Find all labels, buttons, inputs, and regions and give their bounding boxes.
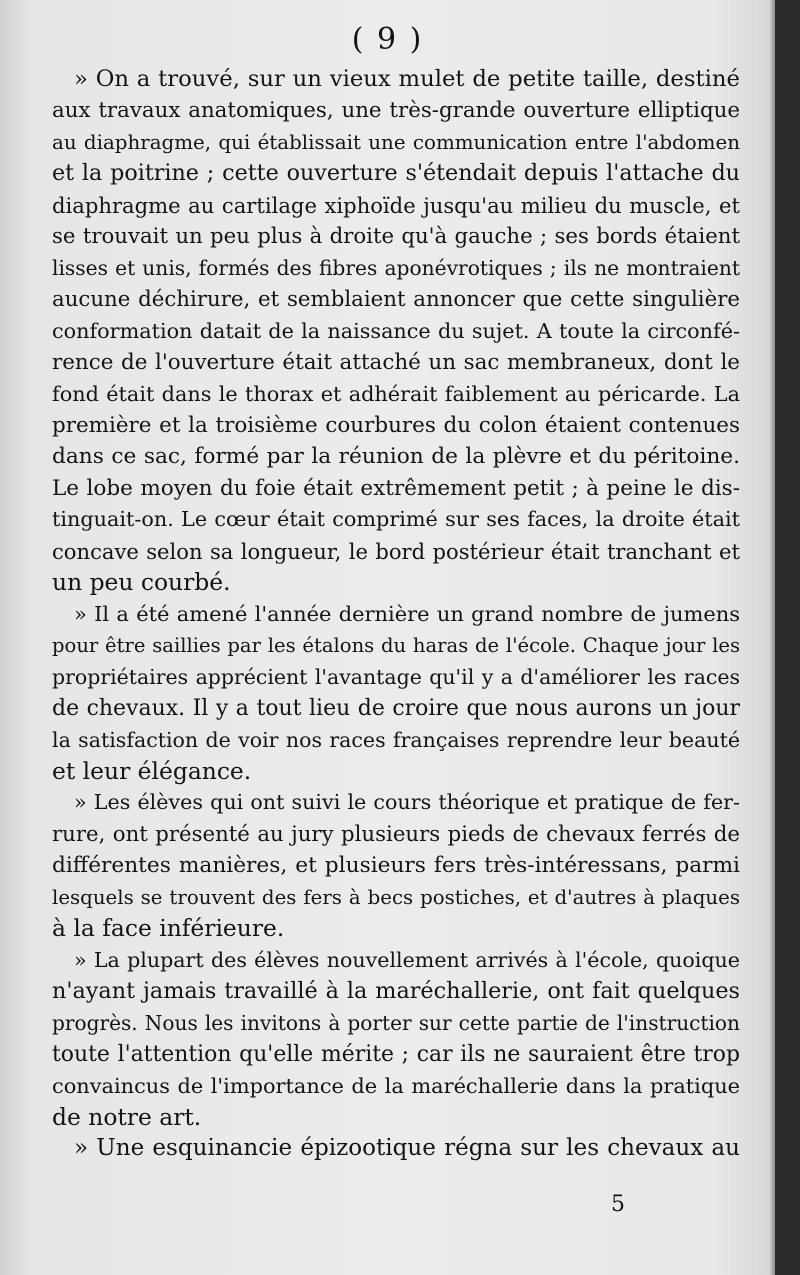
- text-line: rure, ont présenté au jury plusieurs pieds de chevaux ferrés de: [52, 821, 740, 847]
- text-line: propriétaires apprécient l'avantage qu'il y a d'améliorer les races: [52, 664, 740, 689]
- text-line: lesquels se trouvent des fers à becs postiches, et d'autres à plaques: [52, 885, 740, 909]
- text-line: fond était dans le thorax et adhérait faiblement au péricarde. La: [52, 381, 740, 406]
- text-line: convaincus de l'importance de la maréchallerie dans la pratique: [52, 1073, 740, 1098]
- text-line: rence de l'ouverture était attaché un sac membraneux, dont le: [52, 350, 740, 376]
- text-line: à la face inférieure.: [52, 914, 285, 943]
- text-line: lisses et unis, formés des fibres aponévrotiques ; ils ne montraient: [52, 255, 740, 280]
- body-text: [52, 64, 740, 1165]
- text-line: et leur élégance.: [52, 756, 252, 785]
- text-line: la satisfaction de voir nos races françaises reprendre leur beauté: [52, 727, 740, 752]
- text-line: n'ayant jamais travaillé à la maréchallerie, ont fait quelques: [52, 978, 740, 1005]
- text-line: conformation datait de la naissance du sujet. A toute la circonfé-: [52, 318, 740, 343]
- page-number: ( 9 ): [351, 22, 424, 57]
- text-line: diaphragme au cartilage xiphoïde jusqu'au milieu du muscle, et: [52, 192, 740, 218]
- text-line: » Une esquinancie épizootique régna sur les chevaux au: [74, 1135, 740, 1162]
- signature-mark: 5: [611, 1192, 625, 1217]
- text-line: tinguait-on. Le cœur était comprimé sur ses faces, la droite était: [52, 507, 740, 532]
- text-line: aucune déchirure, et semblaient annoncer que cette singulière: [52, 287, 740, 313]
- text-line: concave selon sa longueur, le bord postérieur était tranchant et: [52, 538, 740, 564]
- text-line: » La plupart des élèves nouvellement arrivés à l'école, quoique: [74, 947, 740, 972]
- text-line: toute l'attention qu'elle mérite ; car ils ne sauraient être trop: [52, 1042, 740, 1068]
- text-line: progrès. Nous les invitons à porter sur cette partie de l'instruction: [52, 1010, 740, 1035]
- text-line: et la poitrine ; cette ouverture s'étendait depuis l'attache du: [52, 160, 740, 187]
- text-line: se trouvait un peu plus à droite qu'à gauche ; ses bords étaient: [52, 224, 740, 250]
- text-line: Le lobe moyen du foie était extrêmement petit ; à peine le dis-: [52, 475, 740, 501]
- text-line: différentes manières, et plusieurs fers très-intéressans, parmi: [52, 853, 740, 879]
- text-line: un peu courbé.: [52, 568, 231, 597]
- text-line: pour être saillies par les étalons du haras de l'école. Chaque jour les: [52, 634, 740, 658]
- text-line: au diaphragme, qui établissait une communication entre l'abdomen: [52, 130, 740, 154]
- text-line: » On a trouvé, sur un vieux mulet de petite taille, destiné: [74, 66, 740, 92]
- text-line: » Il a été amené l'année dernière un grand nombre de jumens: [74, 601, 740, 626]
- text-line: première et la troisième courbures du colon étaient contenues: [52, 412, 740, 438]
- text-line: aux travaux anatomiques, une très-grande ouverture elliptique: [52, 98, 740, 124]
- text-line: de notre art.: [52, 1102, 202, 1131]
- text-line: » Les élèves qui ont suivi le cours théorique et pratique de fer-: [74, 790, 740, 815]
- text-line: dans ce sac, formé par la réunion de la plèvre et du péritoine.: [52, 444, 740, 470]
- text-line: de chevaux. Il y a tout lieu de croire que nous aurons un jour: [52, 696, 740, 722]
